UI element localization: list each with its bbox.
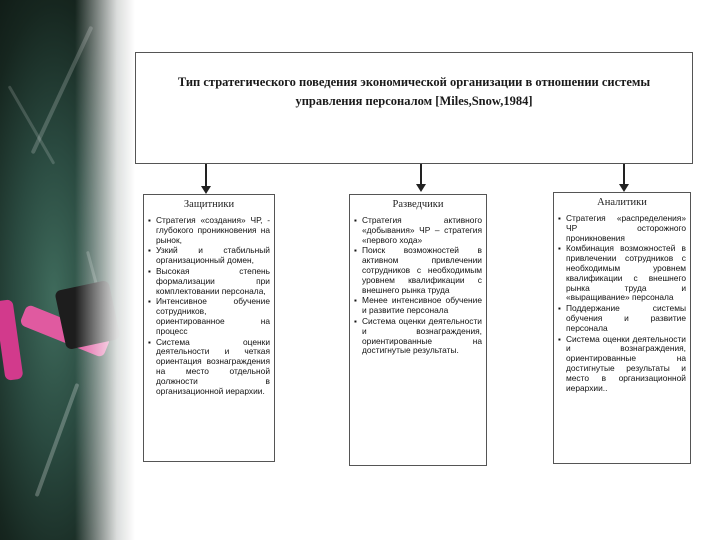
- list-item: ▪ Система оценки деятельности и вознаграждения, ориентированные на достигнутые результаты и место в организационной иерархии..: [558, 335, 686, 394]
- connector-right: [623, 164, 625, 186]
- list-item: ▪ Узкий и стабильный организационный домен,: [148, 246, 270, 266]
- column-defenders: [143, 194, 275, 462]
- list-item: ▪ Стратегия активного «добывания» ЧР – стратегия «первого хода»: [354, 216, 482, 245]
- column-heading: Аналитики: [597, 197, 647, 208]
- list-item: ▪ Поиск возможностей в активном привлечении сотрудников с необходимым уровнем квалификации с внешнего рынка труда: [354, 246, 482, 295]
- list-item: ▪ Система оценки деятельности и вознаграждения, ориентированные на достигнутые результаты.: [354, 317, 482, 356]
- column-heading: Разведчики: [392, 199, 444, 210]
- list-item: ▪ Стратегия «создания» ЧР, - глубокого проникновения на рынок,: [148, 216, 270, 245]
- list-item: ▪ Стратегия «распределения» ЧР осторожного проникновения: [558, 214, 686, 243]
- column-prospectors: [349, 194, 487, 466]
- list-item: ▪ Высокая степень формализации при комплектовании персонала,: [148, 267, 270, 296]
- title-box: [135, 52, 693, 164]
- chalkboard-decoration: [0, 0, 135, 540]
- connector-center: [420, 164, 422, 186]
- column-heading: Защитники: [183, 199, 235, 210]
- column-analyzers: [553, 192, 691, 464]
- connector-left: [205, 164, 207, 188]
- list-item: ▪ Менее интенсивное обучение и развитие персонала: [354, 296, 482, 316]
- list-item: ▪ Система оценки деятельности и четкая ориентация вознаграждения на место отдельной должности в организационной иерархии.: [148, 338, 270, 397]
- list-item: ▪ Комбинация возможностей в привлечении сотрудников с необходимым уровнем квалификации с внешнего рынка труда и «выращивание» персонала: [558, 244, 686, 303]
- arrow-left: [201, 186, 211, 194]
- chalk-piece: [0, 299, 23, 381]
- arrow-right: [619, 184, 629, 192]
- list-item: ▪ Интенсивное обучение сотрудников, ориентированное на процесс: [148, 297, 270, 336]
- arrow-center: [416, 184, 426, 192]
- list-item: ▪ Поддержание системы обучения и развитие персонала: [558, 304, 686, 333]
- diagram-title: Тип стратегического поведения экономической организации в отношении системы управления персоналом [Miles,Snow,1984]: [177, 75, 651, 108]
